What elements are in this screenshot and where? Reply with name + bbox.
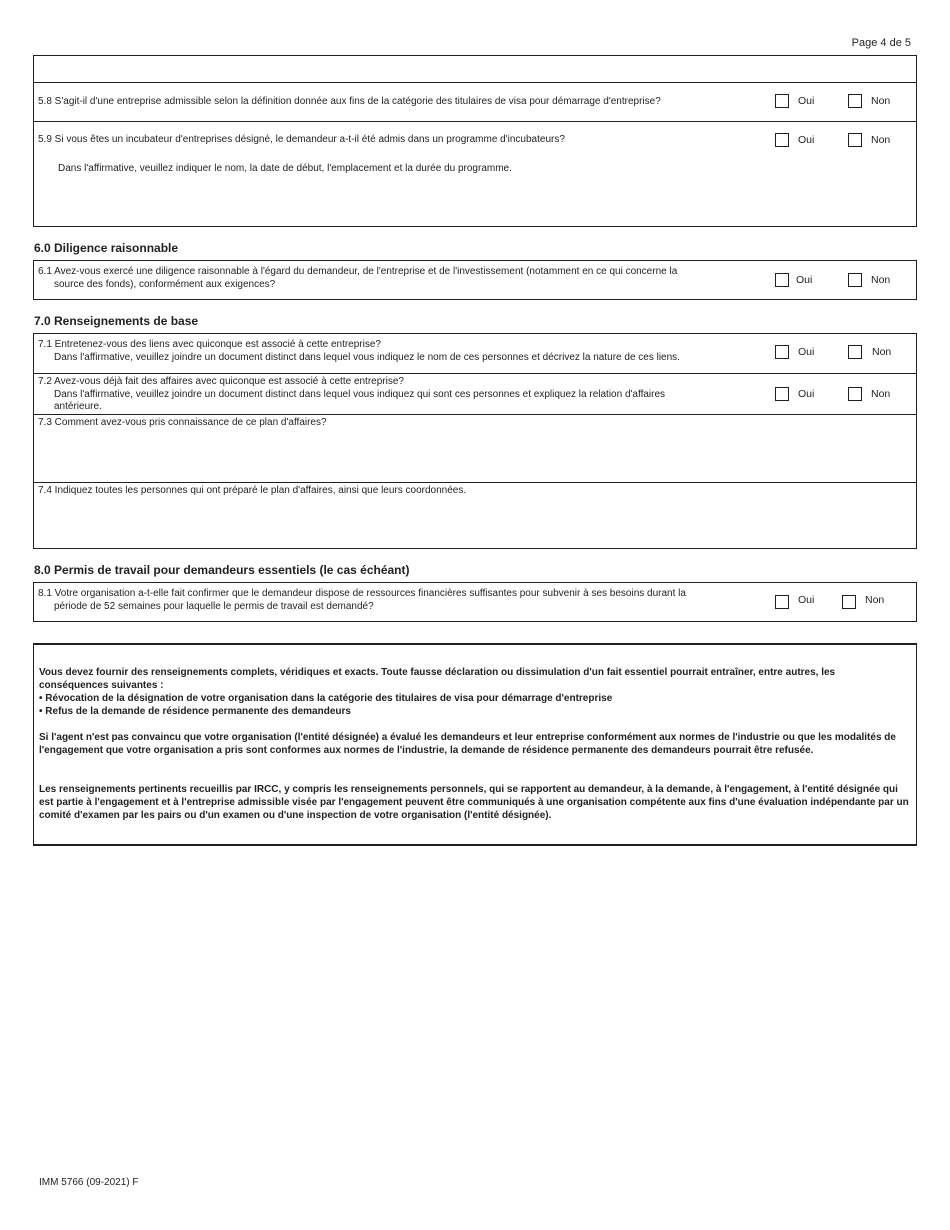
question-7-1-row bbox=[34, 334, 916, 373]
question-5-9-row bbox=[34, 121, 916, 228]
q59-non-label: Non bbox=[871, 134, 891, 146]
question-7-2-row bbox=[34, 373, 916, 415]
q58-non-label: Non bbox=[871, 95, 891, 107]
question-7-1-line1: 7.1 Entretenez-vous des liens avec quiconque est associé à cette entreprise? bbox=[38, 339, 381, 350]
notice-paragraph-2: Si l'agent n'est pas convaincu que votre organisation (l'entité désignée) a évalué les demandeurs et leur entreprise conformément aux normes de l'industrie ou que les modalités de l'engagement que votre organisation a pris sont conformes aux normes de l'industrie, la demande de résidence permanente des demandeurs pourrait être refusée. bbox=[39, 732, 896, 756]
q71-non-checkbox[interactable] bbox=[848, 345, 862, 359]
q58-non-checkbox[interactable] bbox=[848, 94, 862, 108]
question-7-2-line3: antérieure. bbox=[54, 401, 102, 412]
form-id: IMM 5766 (09-2021) F bbox=[39, 1177, 139, 1188]
q71-non-label: Non bbox=[872, 346, 892, 358]
section-8-box bbox=[33, 582, 917, 622]
q61-non-checkbox[interactable] bbox=[848, 273, 862, 287]
section-6-title: 6.0 Diligence raisonnable bbox=[34, 241, 179, 255]
q59-non-checkbox[interactable] bbox=[848, 133, 862, 147]
question-7-3-row[interactable] bbox=[34, 414, 916, 483]
question-5-8-row bbox=[34, 82, 916, 122]
q61-oui-label: Oui bbox=[796, 274, 813, 286]
question-7-2 bbox=[38, 376, 665, 414]
q81-non-checkbox[interactable] bbox=[842, 595, 856, 609]
question-7-2-line2: Dans l'affirmative, veuillez joindre un document distinct dans lequel vous indiquez qui sont ces personnes et expliquez la relation d'affaires bbox=[54, 388, 666, 400]
q71-oui-checkbox[interactable] bbox=[775, 345, 789, 359]
q58-oui-label: Oui bbox=[798, 95, 815, 107]
question-5-9-detail: Dans l'affirmative, veuillez indiquer le nom, la date de début, l'emplacement et la durée du programme. bbox=[58, 162, 512, 174]
q72-oui-label: Oui bbox=[798, 388, 815, 400]
question-7-4-row[interactable] bbox=[34, 482, 916, 549]
question-8-1 bbox=[38, 588, 686, 613]
notice-p1-line1: Vous devez fournir des renseignements complets, véridiques et exacts. Toute fausse déclaration ou dissimulation d'un fait essentiel pourrait entraîner, entre autres, les bbox=[39, 667, 836, 678]
page-number: Page 4 de 5 bbox=[851, 37, 911, 49]
q58-oui-checkbox[interactable] bbox=[775, 94, 789, 108]
q72-non-checkbox[interactable] bbox=[848, 387, 862, 401]
q71-oui-label: Oui bbox=[798, 346, 815, 358]
notice-bullet-2: • Refus de la demande de résidence permanente des demandeurs bbox=[39, 706, 351, 717]
notice-p1-line2: conséquences suivantes : bbox=[39, 680, 164, 691]
q59-oui-checkbox[interactable] bbox=[775, 133, 789, 147]
question-8-1-line1: 8.1 Votre organisation a-t-elle fait confirmer que le demandeur dispose de ressources financières suffisantes pour subvenir à ses besoins durant la bbox=[38, 588, 686, 599]
section-7-title: 7.0 Renseignements de base bbox=[34, 314, 199, 328]
question-6-1-line2: source des fonds), conformément aux exigences? bbox=[54, 278, 276, 290]
q61-oui-checkbox[interactable] bbox=[775, 273, 789, 287]
q61-non-label: Non bbox=[871, 274, 891, 286]
notice-bullet-1: • Révocation de la désignation de votre organisation dans la catégorie des titulaires de visa pour démarrage d'entreprise bbox=[39, 693, 613, 704]
section-7-box bbox=[33, 333, 917, 549]
blank-row bbox=[34, 56, 916, 82]
question-7-3: 7.3 Comment avez-vous pris connaissance de ce plan d'affaires? bbox=[38, 417, 327, 428]
q59-oui-label: Oui bbox=[798, 134, 815, 146]
question-5-9 bbox=[38, 134, 565, 175]
q81-non-label: Non bbox=[865, 594, 885, 606]
warning-notice bbox=[33, 643, 917, 846]
notice-paragraph-3: Les renseignements pertinents recueillis par IRCC, y compris les renseignements personnels, qui se rapportent au demandeur, à la demande, à l'engagement, à l'entité désignée qui est partie à l'engagement et à l'entreprise admissible visée par l'engagement peuvent être communiqués à une organisation compétente aux fins d'une évaluation indépendante par un comité d'examen par les pairs ou d'un examen ou d'une inspection de votre organisation (l'entité désignée). bbox=[39, 784, 909, 821]
question-8-1-line2: période de 52 semaines pour laquelle le permis de travail est demandé? bbox=[54, 600, 374, 612]
notice-paragraph-1 bbox=[39, 666, 910, 718]
question-5-8: 5.8 S'agit-il d'une entreprise admissible selon la définition donnée aux fins de la catégorie des titulaires de visa pour démarrage d'entreprise? bbox=[38, 96, 661, 107]
q72-oui-checkbox[interactable] bbox=[775, 387, 789, 401]
question-5-9-text: 5.9 Si vous êtes un incubateur d'entreprises désigné, le demandeur a-t-il été admis dans un programme d'incubateurs? bbox=[38, 134, 565, 145]
section-6-box bbox=[33, 260, 917, 300]
q81-oui-checkbox[interactable] bbox=[775, 595, 789, 609]
question-7-2-line1: 7.2 Avez-vous déjà fait des affaires avec quiconque est associé à cette entreprise? bbox=[38, 376, 404, 387]
question-7-1 bbox=[38, 339, 680, 364]
question-6-1 bbox=[38, 266, 677, 291]
question-7-1-line2: Dans l'affirmative, veuillez joindre un document distinct dans lequel vous indiquez le nom de ces personnes et décrivez la nature de ces liens. bbox=[54, 351, 680, 363]
q81-oui-label: Oui bbox=[798, 594, 815, 606]
section-5-box bbox=[33, 55, 917, 227]
q72-non-label: Non bbox=[871, 388, 891, 400]
section-8-title: 8.0 Permis de travail pour demandeurs essentiels (le cas échéant) bbox=[34, 563, 410, 577]
question-7-4: 7.4 Indiquez toutes les personnes qui ont préparé le plan d'affaires, ainsi que leurs coordonnées. bbox=[38, 485, 467, 496]
question-6-1-line1: 6.1 Avez-vous exercé une diligence raisonnable à l'égard du demandeur, de l'entreprise et de l'investissement (notamment en ce qui concerne la bbox=[38, 266, 678, 277]
